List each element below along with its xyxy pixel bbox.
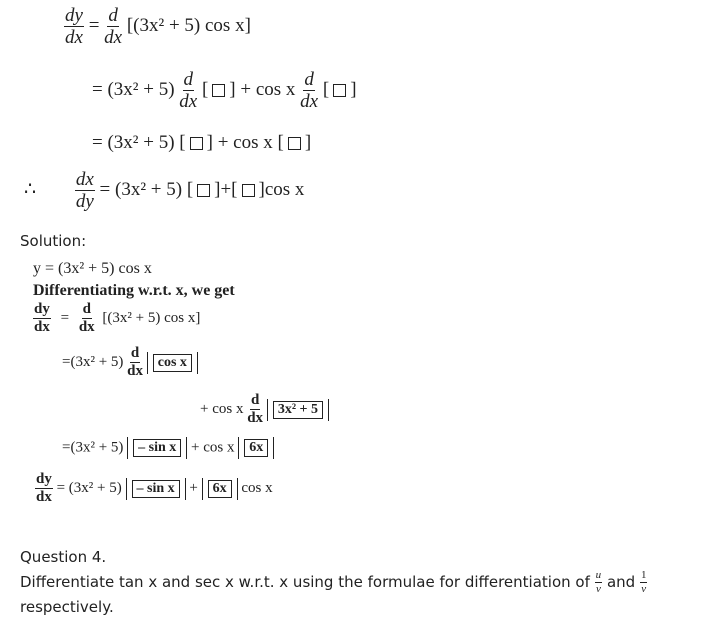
answer-bracket	[126, 478, 186, 500]
problem-line-3: = (3x² + 5) [ ] + cos x [ ]	[92, 132, 312, 153]
one-over-v-fraction: $\frac{1}{v}$	[640, 569, 647, 595]
differentiating-text: Differentiating w.r.t. x, we get	[33, 282, 235, 299]
dy-dx-fraction: $\frac{dy}{dx}$	[36, 471, 52, 505]
dy-dx-fraction: $\frac{dy}{dx}$	[65, 5, 83, 48]
answer-box: 3x² + 5	[273, 401, 323, 419]
problem-line-1: $\frac{dy}{dx}$ = $\frac{d}{dx}$ [(3x² + 5) cos x]	[65, 5, 251, 48]
d-dx-fraction: $\frac{d}{dx}$	[104, 5, 123, 48]
solution-step-2: =(3x² + 5) $\frac{d}{dx}$ cos x	[62, 346, 198, 379]
d-dx-fraction: $\frac{d}{dx}$	[247, 392, 264, 426]
d-dx-fraction: $\frac{d}{dx}$	[300, 69, 319, 112]
answer-box: 6x	[244, 439, 268, 457]
answer-box: cos x	[153, 354, 192, 372]
question-text-continued: respectively.	[20, 598, 114, 616]
solution-step-4: =(3x² + 5) – sin x + cos x 6x	[62, 437, 274, 459]
solution-heading: Solution:	[20, 232, 87, 250]
d-dx-fraction: $\frac{d}{dx}$	[179, 69, 198, 112]
u-over-v-fraction: $\frac{u}{v}$	[595, 569, 602, 595]
blank-box	[190, 137, 203, 150]
question-text: Differentiate tan x and sec x w.r.t. x using the formulae for differentiation of $\frac{u}{v}$ and $\frac{1}{v}$	[20, 569, 647, 595]
answer-box: 6x	[208, 480, 232, 498]
blank-box	[212, 84, 225, 97]
problem-line-2: = (3x² + 5) $\frac{d}{dx}$ [ ] + cos x $\frac{d}{dx}$ [ ]	[92, 69, 357, 112]
blank-box	[197, 184, 210, 197]
answer-bracket	[127, 437, 187, 459]
therefore-symbol: ∴	[24, 178, 37, 200]
dy-dx-fraction: $\frac{dy}{dx}$	[34, 301, 50, 335]
blank-box	[242, 184, 255, 197]
problem-line-4: ∴ $\frac{dx}{dy}$ = (3x² + 5) [ ]+[ ]cos x	[24, 169, 305, 212]
d-dx-fraction: $\frac{d}{dx}$	[127, 345, 143, 379]
answer-bracket	[202, 478, 238, 500]
blank-box	[333, 84, 346, 97]
blank-box	[288, 137, 301, 150]
solution-step-3: + cos x $\frac{d}{dx}$ 3x² + 5	[200, 393, 329, 426]
dx-dy-fraction: $\frac{dx}{dy}$	[75, 169, 94, 212]
d-dx-fraction: $\frac{d}{dx}$	[78, 301, 95, 335]
solution-step-1: $\frac{dy}{dx}$ = $\frac{d}{dx}$ [(3x² + 5) cos x]	[34, 301, 201, 335]
solution-step-5: $\frac{dy}{dx}$ = (3x² + 5) – sin x + 6x cos x	[36, 471, 273, 505]
given-equation: y = (3x² + 5) cos x	[33, 260, 152, 277]
question-heading: Question 4.	[20, 548, 107, 566]
answer-bracket	[147, 352, 198, 374]
problem-expression: [(3x² + 5) cos x]	[126, 14, 251, 36]
answer-bracket	[238, 437, 274, 459]
answer-bracket	[267, 399, 329, 421]
answer-box: – sin x	[132, 480, 180, 498]
answer-box: – sin x	[133, 439, 181, 457]
